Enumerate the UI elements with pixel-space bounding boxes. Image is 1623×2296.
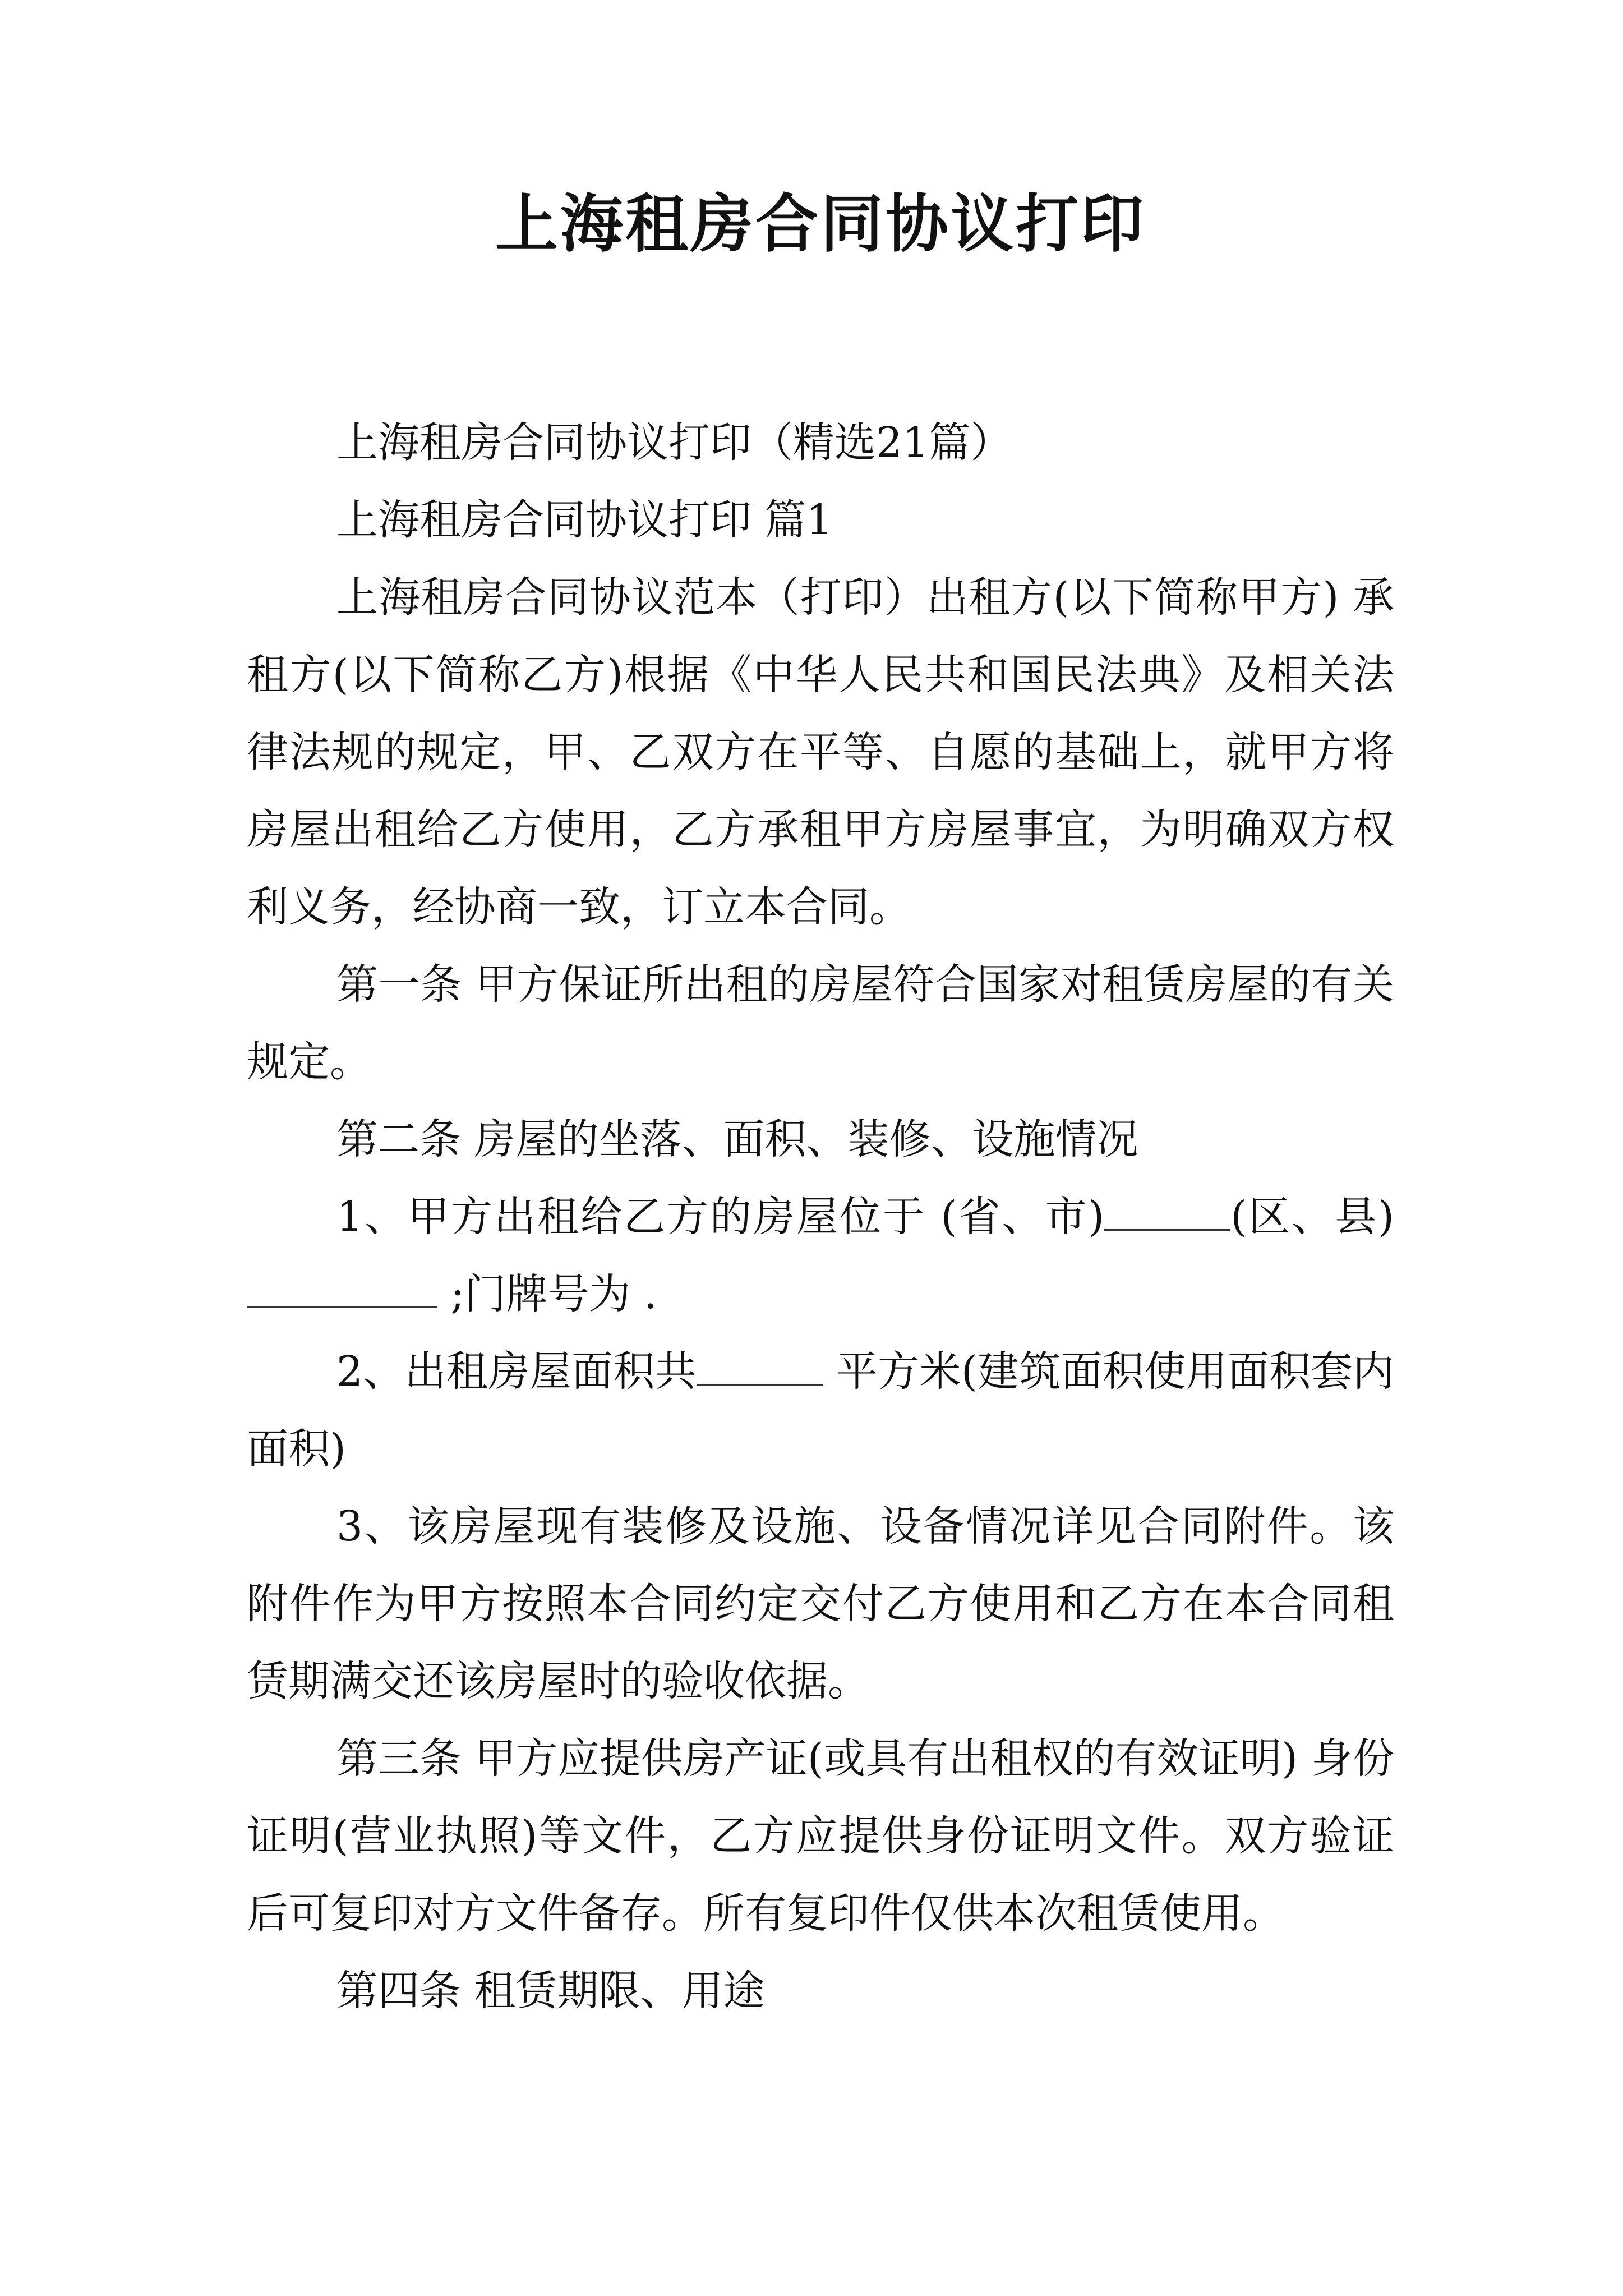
subtitle: 上海租房合同协议打印（精选21篇） bbox=[336, 418, 1012, 467]
article-2-heading: 第二条 房屋的坐落、面积、装修、设施情况 bbox=[336, 1115, 1138, 1163]
intro-paragraph: 上海租房合同协议范本（打印）出租方(以下简称甲方) 承租方(以下简称乙方)根据《中华人民共和国民法典》及相关法律法规的规定，甲、乙双方在平等、自愿的基础上，就甲方将房屋出租给乙方使用，乙方承租甲方房屋事宜，为明确双方权利义务，经协商一致，订立本合同。 bbox=[247, 573, 1394, 931]
item-1-text-c: ;门牌号为 . bbox=[437, 1270, 657, 1318]
item-2-area bbox=[247, 1333, 1394, 1488]
article-4-heading: 第四条 租赁期限、用途 bbox=[336, 1967, 765, 2015]
item-3-facilities: 3、该房屋现有装修及设施、设备情况详见合同附件。该附件作为甲方按照本合同约定交付乙方使用和乙方在本合同租赁期满交还该房屋时的验收依据。 bbox=[247, 1502, 1394, 1705]
article-1: 第一条 甲方保证所出租的房屋符合国家对租赁房屋的有关规定。 bbox=[247, 960, 1394, 1086]
item-1-text-a: 1、甲方出租给乙方的房屋位于 (省、市) bbox=[336, 1193, 1105, 1241]
blank-line bbox=[1104, 1190, 1230, 1231]
item-2-text-a: 2、出租房屋面积共 bbox=[336, 1347, 697, 1396]
item-1-location bbox=[247, 1178, 1394, 1333]
blank-line bbox=[247, 1267, 437, 1308]
blank-line bbox=[697, 1345, 823, 1386]
section-heading: 上海租房合同协议打印 篇1 bbox=[336, 496, 833, 544]
document-title: 上海租房合同协议打印 bbox=[495, 187, 1146, 261]
item-2-text-b: 平方米(建筑面积使用面积套内面积) bbox=[247, 1347, 1394, 1473]
article-3: 第三条 甲方应提供房产证(或具有出租权的有效证明) 身份证明(营业执照)等文件，乙方应提供身份证明文件。双方验证后可复印对方文件备存。所有复印件仅供本次租赁使用。 bbox=[247, 1734, 1394, 1938]
item-1-text-b: (区、县) bbox=[1230, 1193, 1394, 1241]
